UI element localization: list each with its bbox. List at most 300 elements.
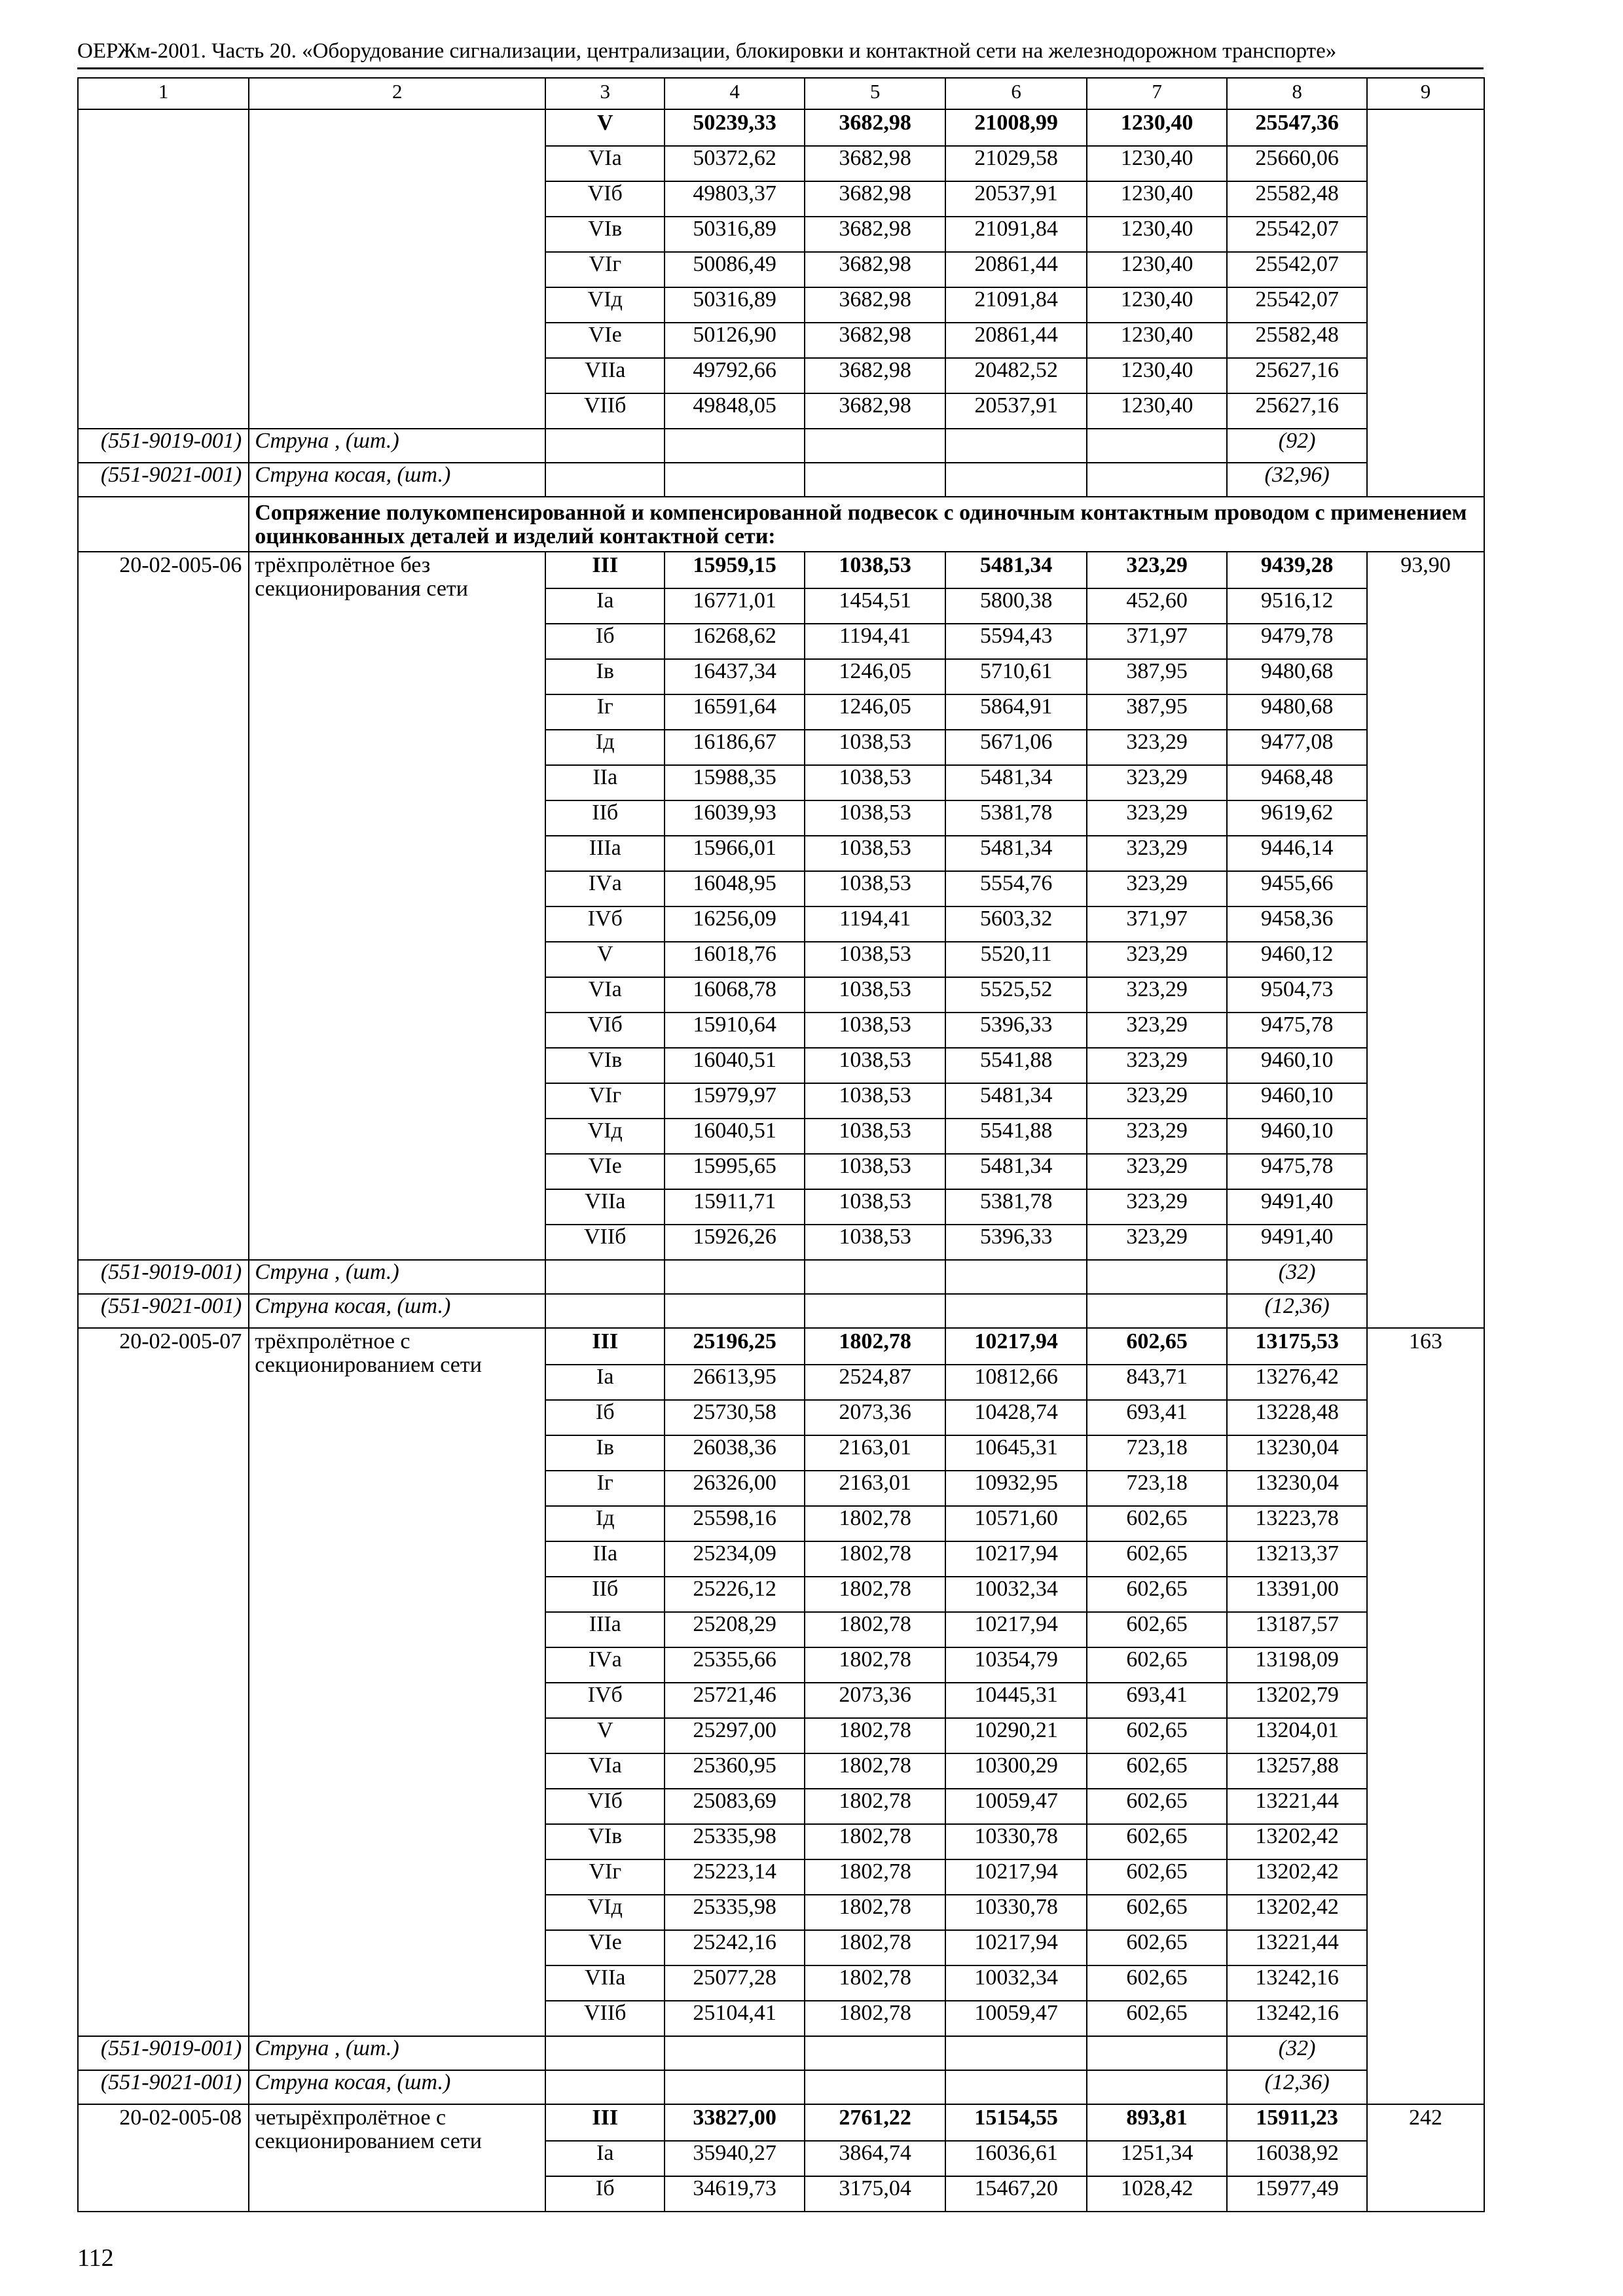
column-header-5: 5 xyxy=(805,78,945,109)
value-cell: 10932,95 xyxy=(945,1471,1087,1506)
value-cell: 16256,09 xyxy=(665,906,805,942)
empty-cell xyxy=(1087,429,1227,463)
value-cell: 1028,42 xyxy=(1087,2176,1227,2212)
value-cell: 323,29 xyxy=(1087,765,1227,800)
value-cell: 1230,40 xyxy=(1087,181,1227,217)
value-cell: 13391,00 xyxy=(1227,1577,1367,1612)
value-cell: 3682,98 xyxy=(805,252,945,287)
value-cell: 602,65 xyxy=(1087,1965,1227,2001)
reference-name: Струна косая, (шт.) xyxy=(249,463,545,497)
value-cell: 9491,40 xyxy=(1227,1225,1367,1260)
value-cell: 1802,78 xyxy=(805,1718,945,1753)
value-cell: 1802,78 xyxy=(805,1612,945,1647)
value-cell: 25721,46 xyxy=(665,1683,805,1718)
value-cell: 10300,29 xyxy=(945,1753,1087,1789)
value-cell: 1038,53 xyxy=(805,1013,945,1048)
rate-code: 20-02-005-06 xyxy=(78,552,249,1260)
value-cell: 371,97 xyxy=(1087,906,1227,942)
value-cell: 50316,89 xyxy=(665,217,805,252)
value-cell: 13242,16 xyxy=(1227,1965,1367,2001)
region-cell: IIб xyxy=(545,800,665,836)
value-cell: 16040,51 xyxy=(665,1048,805,1083)
region-cell: VIб xyxy=(545,181,665,217)
value-cell: 10217,94 xyxy=(945,1930,1087,1965)
reference-row xyxy=(78,2036,1484,2070)
reference-name: Струна , (шт.) xyxy=(249,1260,545,1294)
value-cell: 13202,42 xyxy=(1227,1859,1367,1895)
value-cell: 1802,78 xyxy=(805,1506,945,1541)
region-cell: VIг xyxy=(545,1859,665,1895)
value-cell: 323,29 xyxy=(1087,730,1227,765)
value-cell: 13175,53 xyxy=(1227,1328,1367,1365)
region-cell: VIа xyxy=(545,1753,665,1789)
table-row xyxy=(78,1328,1484,1365)
value-cell: 1230,40 xyxy=(1087,358,1227,393)
value-cell: 10428,74 xyxy=(945,1400,1087,1435)
region-cell: IVа xyxy=(545,1647,665,1683)
value-cell: 16068,78 xyxy=(665,977,805,1013)
value-cell: 26326,00 xyxy=(665,1471,805,1506)
value-cell: 5481,34 xyxy=(945,836,1087,871)
value-cell: 10445,31 xyxy=(945,1683,1087,1718)
value-cell: 9475,78 xyxy=(1227,1013,1367,1048)
value-cell: 5554,76 xyxy=(945,871,1087,906)
value-cell: 21091,84 xyxy=(945,217,1087,252)
value-cell: 387,95 xyxy=(1087,694,1227,730)
value-cell: 323,29 xyxy=(1087,800,1227,836)
column-header-9: 9 xyxy=(1367,78,1484,109)
region-cell: Iб xyxy=(545,1400,665,1435)
value-cell: 323,29 xyxy=(1087,1048,1227,1083)
reference-code: (551-9021-001) xyxy=(78,463,249,497)
value-cell: 3682,98 xyxy=(805,323,945,358)
value-cell: 693,41 xyxy=(1087,1400,1227,1435)
value-cell: 16437,34 xyxy=(665,659,805,694)
region-cell: VIг xyxy=(545,252,665,287)
region-cell: Iа xyxy=(545,588,665,624)
value-cell: 323,29 xyxy=(1087,977,1227,1013)
value-cell: 13228,48 xyxy=(1227,1400,1367,1435)
empty-cell xyxy=(545,2036,665,2070)
value-cell: 3682,98 xyxy=(805,393,945,429)
value-cell: 3682,98 xyxy=(805,287,945,323)
rates-table-body xyxy=(78,78,1484,2212)
value-cell: 1230,40 xyxy=(1087,109,1227,146)
value-cell: 25547,36 xyxy=(1227,109,1367,146)
value-cell: 15966,01 xyxy=(665,836,805,871)
col9-cell: 242 xyxy=(1367,2104,1484,2212)
value-cell: 323,29 xyxy=(1087,552,1227,588)
value-cell: 602,65 xyxy=(1087,1824,1227,1859)
value-cell: 10571,60 xyxy=(945,1506,1087,1541)
value-cell: 25335,98 xyxy=(665,1824,805,1859)
reference-row xyxy=(78,463,1484,497)
value-cell: 16186,67 xyxy=(665,730,805,765)
value-cell: 10059,47 xyxy=(945,1789,1087,1824)
value-cell: 9460,10 xyxy=(1227,1083,1367,1119)
value-cell: 602,65 xyxy=(1087,1647,1227,1683)
empty-cell xyxy=(945,2036,1087,2070)
value-cell: 20537,91 xyxy=(945,181,1087,217)
empty-cell xyxy=(545,463,665,497)
value-cell: 13230,04 xyxy=(1227,1435,1367,1471)
value-cell: 1802,78 xyxy=(805,1930,945,1965)
region-cell: VIб xyxy=(545,1013,665,1048)
value-cell: 10217,94 xyxy=(945,1541,1087,1577)
value-cell: 25598,16 xyxy=(665,1506,805,1541)
reference-row xyxy=(78,429,1484,463)
value-cell: 5381,78 xyxy=(945,800,1087,836)
value-cell: 602,65 xyxy=(1087,2001,1227,2036)
reference-code: (551-9019-001) xyxy=(78,2036,249,2070)
reference-code: (551-9019-001) xyxy=(78,429,249,463)
value-cell: 25242,16 xyxy=(665,1930,805,1965)
region-cell: VIIб xyxy=(545,2001,665,2036)
value-cell: 5481,34 xyxy=(945,1154,1087,1189)
reference-value: (32) xyxy=(1227,2036,1367,2070)
reference-row xyxy=(78,1260,1484,1294)
value-cell: 5800,38 xyxy=(945,588,1087,624)
value-cell: 3682,98 xyxy=(805,217,945,252)
value-cell: 1251,34 xyxy=(1087,2141,1227,2176)
value-cell: 2761,22 xyxy=(805,2104,945,2141)
empty-cell xyxy=(945,463,1087,497)
region-cell: IVб xyxy=(545,1683,665,1718)
value-cell: 323,29 xyxy=(1087,1013,1227,1048)
value-cell: 323,29 xyxy=(1087,836,1227,871)
value-cell: 3682,98 xyxy=(805,109,945,146)
region-cell: VIд xyxy=(545,1895,665,1930)
section-spacer xyxy=(78,497,249,552)
value-cell: 9460,10 xyxy=(1227,1119,1367,1154)
empty-cell xyxy=(945,1260,1087,1294)
empty-cell xyxy=(805,2036,945,2070)
value-cell: 25226,12 xyxy=(665,1577,805,1612)
value-cell: 16771,01 xyxy=(665,588,805,624)
value-cell: 15467,20 xyxy=(945,2176,1087,2212)
value-cell: 1802,78 xyxy=(805,1895,945,1930)
value-cell: 387,95 xyxy=(1087,659,1227,694)
value-cell: 5481,34 xyxy=(945,552,1087,588)
region-cell: VIг xyxy=(545,1083,665,1119)
value-cell: 25077,28 xyxy=(665,1965,805,2001)
value-cell: 13213,37 xyxy=(1227,1541,1367,1577)
column-header-4: 4 xyxy=(665,78,805,109)
reference-row xyxy=(78,2070,1484,2104)
value-cell: 323,29 xyxy=(1087,1225,1227,1260)
value-cell: 9455,66 xyxy=(1227,871,1367,906)
region-cell: VIа xyxy=(545,977,665,1013)
value-cell: 1230,40 xyxy=(1087,287,1227,323)
region-cell: Iа xyxy=(545,2141,665,2176)
value-cell: 50316,89 xyxy=(665,287,805,323)
value-cell: 15911,23 xyxy=(1227,2104,1367,2141)
region-cell: VIе xyxy=(545,1930,665,1965)
value-cell: 602,65 xyxy=(1087,1859,1227,1895)
empty-cell xyxy=(1087,2070,1227,2104)
value-cell: 15154,55 xyxy=(945,2104,1087,2141)
value-cell: 10217,94 xyxy=(945,1612,1087,1647)
rate-name: трёхпролётное с секционированием сети xyxy=(249,1328,545,2036)
value-cell: 452,60 xyxy=(1087,588,1227,624)
value-cell: 1038,53 xyxy=(805,1083,945,1119)
value-cell: 5541,88 xyxy=(945,1048,1087,1083)
value-cell: 13204,01 xyxy=(1227,1718,1367,1753)
value-cell: 9458,36 xyxy=(1227,906,1367,942)
value-cell: 1038,53 xyxy=(805,1225,945,1260)
empty-cell xyxy=(545,1294,665,1328)
reference-value: (12,36) xyxy=(1227,1294,1367,1328)
value-cell: 9477,08 xyxy=(1227,730,1367,765)
value-cell: 34619,73 xyxy=(665,2176,805,2212)
value-cell: 602,65 xyxy=(1087,1612,1227,1647)
empty-cell xyxy=(945,2070,1087,2104)
empty-cell xyxy=(545,429,665,463)
value-cell: 9619,62 xyxy=(1227,800,1367,836)
value-cell: 21029,58 xyxy=(945,146,1087,181)
value-cell: 25582,48 xyxy=(1227,323,1367,358)
reference-code: (551-9021-001) xyxy=(78,1294,249,1328)
value-cell: 843,71 xyxy=(1087,1365,1227,1400)
value-cell: 5396,33 xyxy=(945,1225,1087,1260)
value-cell: 13257,88 xyxy=(1227,1753,1367,1789)
value-cell: 13230,04 xyxy=(1227,1471,1367,1506)
value-cell: 9491,40 xyxy=(1227,1189,1367,1225)
value-cell: 1802,78 xyxy=(805,1789,945,1824)
region-cell: Iг xyxy=(545,1471,665,1506)
value-cell: 9468,48 xyxy=(1227,765,1367,800)
column-header-1: 1 xyxy=(78,78,249,109)
value-cell: 1802,78 xyxy=(805,1859,945,1895)
value-cell: 50086,49 xyxy=(665,252,805,287)
value-cell: 1802,78 xyxy=(805,1647,945,1683)
empty-cell xyxy=(805,2070,945,2104)
value-cell: 49803,37 xyxy=(665,181,805,217)
column-header-6: 6 xyxy=(945,78,1087,109)
value-cell: 10645,31 xyxy=(945,1435,1087,1471)
empty-cell xyxy=(545,1260,665,1294)
region-cell: IIа xyxy=(545,1541,665,1577)
region-cell: Iв xyxy=(545,1435,665,1471)
value-cell: 25104,41 xyxy=(665,2001,805,2036)
region-cell: IVб xyxy=(545,906,665,942)
column-header-row xyxy=(78,78,1484,109)
value-cell: 16040,51 xyxy=(665,1119,805,1154)
empty-cell xyxy=(665,1260,805,1294)
value-cell: 602,65 xyxy=(1087,1753,1227,1789)
value-cell: 323,29 xyxy=(1087,942,1227,977)
col9-cell: 163 xyxy=(1367,1328,1484,2104)
value-cell: 50372,62 xyxy=(665,146,805,181)
value-cell: 323,29 xyxy=(1087,871,1227,906)
region-cell: VIIб xyxy=(545,393,665,429)
value-cell: 1038,53 xyxy=(805,800,945,836)
empty-cell xyxy=(805,463,945,497)
value-cell: 602,65 xyxy=(1087,1789,1227,1824)
region-cell: Iд xyxy=(545,730,665,765)
value-cell: 15926,26 xyxy=(665,1225,805,1260)
value-cell: 15977,49 xyxy=(1227,2176,1367,2212)
empty-cell xyxy=(665,463,805,497)
region-cell: IVа xyxy=(545,871,665,906)
reference-value: (32) xyxy=(1227,1260,1367,1294)
value-cell: 602,65 xyxy=(1087,1541,1227,1577)
region-cell: IIб xyxy=(545,1577,665,1612)
value-cell: 25223,14 xyxy=(665,1859,805,1895)
region-cell: Iв xyxy=(545,659,665,694)
value-cell: 25542,07 xyxy=(1227,287,1367,323)
value-cell: 16038,92 xyxy=(1227,2141,1367,2176)
value-cell: 25542,07 xyxy=(1227,217,1367,252)
reference-name: Струна , (шт.) xyxy=(249,2036,545,2070)
rates-table xyxy=(77,77,1485,2212)
column-header-8: 8 xyxy=(1227,78,1367,109)
rate-code: 20-02-005-07 xyxy=(78,1328,249,2036)
value-cell: 1230,40 xyxy=(1087,252,1227,287)
table-row xyxy=(78,109,1484,146)
region-cell: VIв xyxy=(545,1824,665,1859)
value-cell: 1038,53 xyxy=(805,942,945,977)
value-cell: 9504,73 xyxy=(1227,977,1367,1013)
value-cell: 1038,53 xyxy=(805,1189,945,1225)
value-cell: 15979,97 xyxy=(665,1083,805,1119)
reference-value: (12,36) xyxy=(1227,2070,1367,2104)
value-cell: 10217,94 xyxy=(945,1859,1087,1895)
reference-name: Струна , (шт.) xyxy=(249,429,545,463)
value-cell: 2163,01 xyxy=(805,1471,945,1506)
region-cell: VIа xyxy=(545,146,665,181)
value-cell: 1246,05 xyxy=(805,659,945,694)
value-cell: 5520,11 xyxy=(945,942,1087,977)
value-cell: 602,65 xyxy=(1087,1930,1227,1965)
value-cell: 1802,78 xyxy=(805,1577,945,1612)
value-cell: 5671,06 xyxy=(945,730,1087,765)
value-cell: 10032,34 xyxy=(945,1577,1087,1612)
value-cell: 602,65 xyxy=(1087,1895,1227,1930)
value-cell: 10330,78 xyxy=(945,1824,1087,1859)
value-cell: 9516,12 xyxy=(1227,588,1367,624)
value-cell: 1230,40 xyxy=(1087,323,1227,358)
region-cell: VIб xyxy=(545,1789,665,1824)
region-cell: VIе xyxy=(545,323,665,358)
value-cell: 49848,05 xyxy=(665,393,805,429)
value-cell: 50126,90 xyxy=(665,323,805,358)
value-cell: 602,65 xyxy=(1087,1506,1227,1541)
region-cell: Iд xyxy=(545,1506,665,1541)
table-row xyxy=(78,2104,1484,2141)
value-cell: 20537,91 xyxy=(945,393,1087,429)
value-cell: 49792,66 xyxy=(665,358,805,393)
value-cell: 3682,98 xyxy=(805,358,945,393)
value-cell: 2073,36 xyxy=(805,1683,945,1718)
region-cell: IIа xyxy=(545,765,665,800)
value-cell: 5525,52 xyxy=(945,977,1087,1013)
value-cell: 25730,58 xyxy=(665,1400,805,1435)
value-cell: 16039,93 xyxy=(665,800,805,836)
value-cell: 10217,94 xyxy=(945,1328,1087,1365)
value-cell: 9446,14 xyxy=(1227,836,1367,871)
empty-cell xyxy=(665,1294,805,1328)
value-cell: 1194,41 xyxy=(805,906,945,942)
region-cell: V xyxy=(545,942,665,977)
value-cell: 16018,76 xyxy=(665,942,805,977)
value-cell: 1230,40 xyxy=(1087,393,1227,429)
page-number: 112 xyxy=(77,2244,114,2272)
region-cell: III xyxy=(545,1328,665,1365)
reference-row xyxy=(78,1294,1484,1328)
value-cell: 2524,87 xyxy=(805,1365,945,1400)
value-cell: 13276,42 xyxy=(1227,1365,1367,1400)
value-cell: 3682,98 xyxy=(805,181,945,217)
value-cell: 1230,40 xyxy=(1087,146,1227,181)
value-cell: 1194,41 xyxy=(805,624,945,659)
value-cell: 20482,52 xyxy=(945,358,1087,393)
value-cell: 16591,64 xyxy=(665,694,805,730)
value-cell: 13198,09 xyxy=(1227,1647,1367,1683)
value-cell: 15959,15 xyxy=(665,552,805,588)
value-cell: 1802,78 xyxy=(805,1541,945,1577)
empty-cell xyxy=(665,2036,805,2070)
rate-name: четырёхпролётное с секционированием сети xyxy=(249,2104,545,2212)
value-cell: 323,29 xyxy=(1087,1083,1227,1119)
empty-cell xyxy=(1087,463,1227,497)
region-cell: Iг xyxy=(545,694,665,730)
value-cell: 1038,53 xyxy=(805,977,945,1013)
value-cell: 3864,74 xyxy=(805,2141,945,2176)
value-cell: 1802,78 xyxy=(805,1965,945,2001)
reference-name: Струна косая, (шт.) xyxy=(249,2070,545,2104)
value-cell: 5603,32 xyxy=(945,906,1087,942)
value-cell: 1038,53 xyxy=(805,552,945,588)
value-cell: 25627,16 xyxy=(1227,393,1367,429)
region-cell: IIIа xyxy=(545,1612,665,1647)
value-cell: 1802,78 xyxy=(805,1328,945,1365)
value-cell: 21091,84 xyxy=(945,287,1087,323)
value-cell: 35940,27 xyxy=(665,2141,805,2176)
region-cell: V xyxy=(545,1718,665,1753)
reference-name: Струна косая, (шт.) xyxy=(249,1294,545,1328)
value-cell: 5396,33 xyxy=(945,1013,1087,1048)
section-title: Сопряжение полукомпенсированной и компенсированной подвесок с одиночным контактным проводом с применением оцинкованных деталей и изделий контактной сети: xyxy=(249,497,1484,552)
region-cell: VIIа xyxy=(545,1189,665,1225)
value-cell: 25196,25 xyxy=(665,1328,805,1365)
value-cell: 25660,06 xyxy=(1227,146,1367,181)
empty-cell xyxy=(665,429,805,463)
value-cell: 602,65 xyxy=(1087,1718,1227,1753)
value-cell: 13221,44 xyxy=(1227,1930,1367,1965)
value-cell: 5864,91 xyxy=(945,694,1087,730)
value-cell: 323,29 xyxy=(1087,1189,1227,1225)
reference-value: (92) xyxy=(1227,429,1367,463)
value-cell: 10290,21 xyxy=(945,1718,1087,1753)
value-cell: 1038,53 xyxy=(805,1119,945,1154)
empty-cell xyxy=(805,1294,945,1328)
value-cell: 20861,44 xyxy=(945,323,1087,358)
region-cell: VIд xyxy=(545,287,665,323)
value-cell: 26613,95 xyxy=(665,1365,805,1400)
value-cell: 5594,43 xyxy=(945,624,1087,659)
value-cell: 2163,01 xyxy=(805,1435,945,1471)
rate-name: трёхпролётное без секционирования сети xyxy=(249,552,545,1260)
region-cell: VIе xyxy=(545,1154,665,1189)
region-cell: Iб xyxy=(545,624,665,659)
value-cell: 25208,29 xyxy=(665,1612,805,1647)
value-cell: 1802,78 xyxy=(805,1824,945,1859)
region-cell: VIIа xyxy=(545,1965,665,2001)
value-cell: 1038,53 xyxy=(805,765,945,800)
reference-code: (551-9019-001) xyxy=(78,1260,249,1294)
value-cell: 15988,35 xyxy=(665,765,805,800)
